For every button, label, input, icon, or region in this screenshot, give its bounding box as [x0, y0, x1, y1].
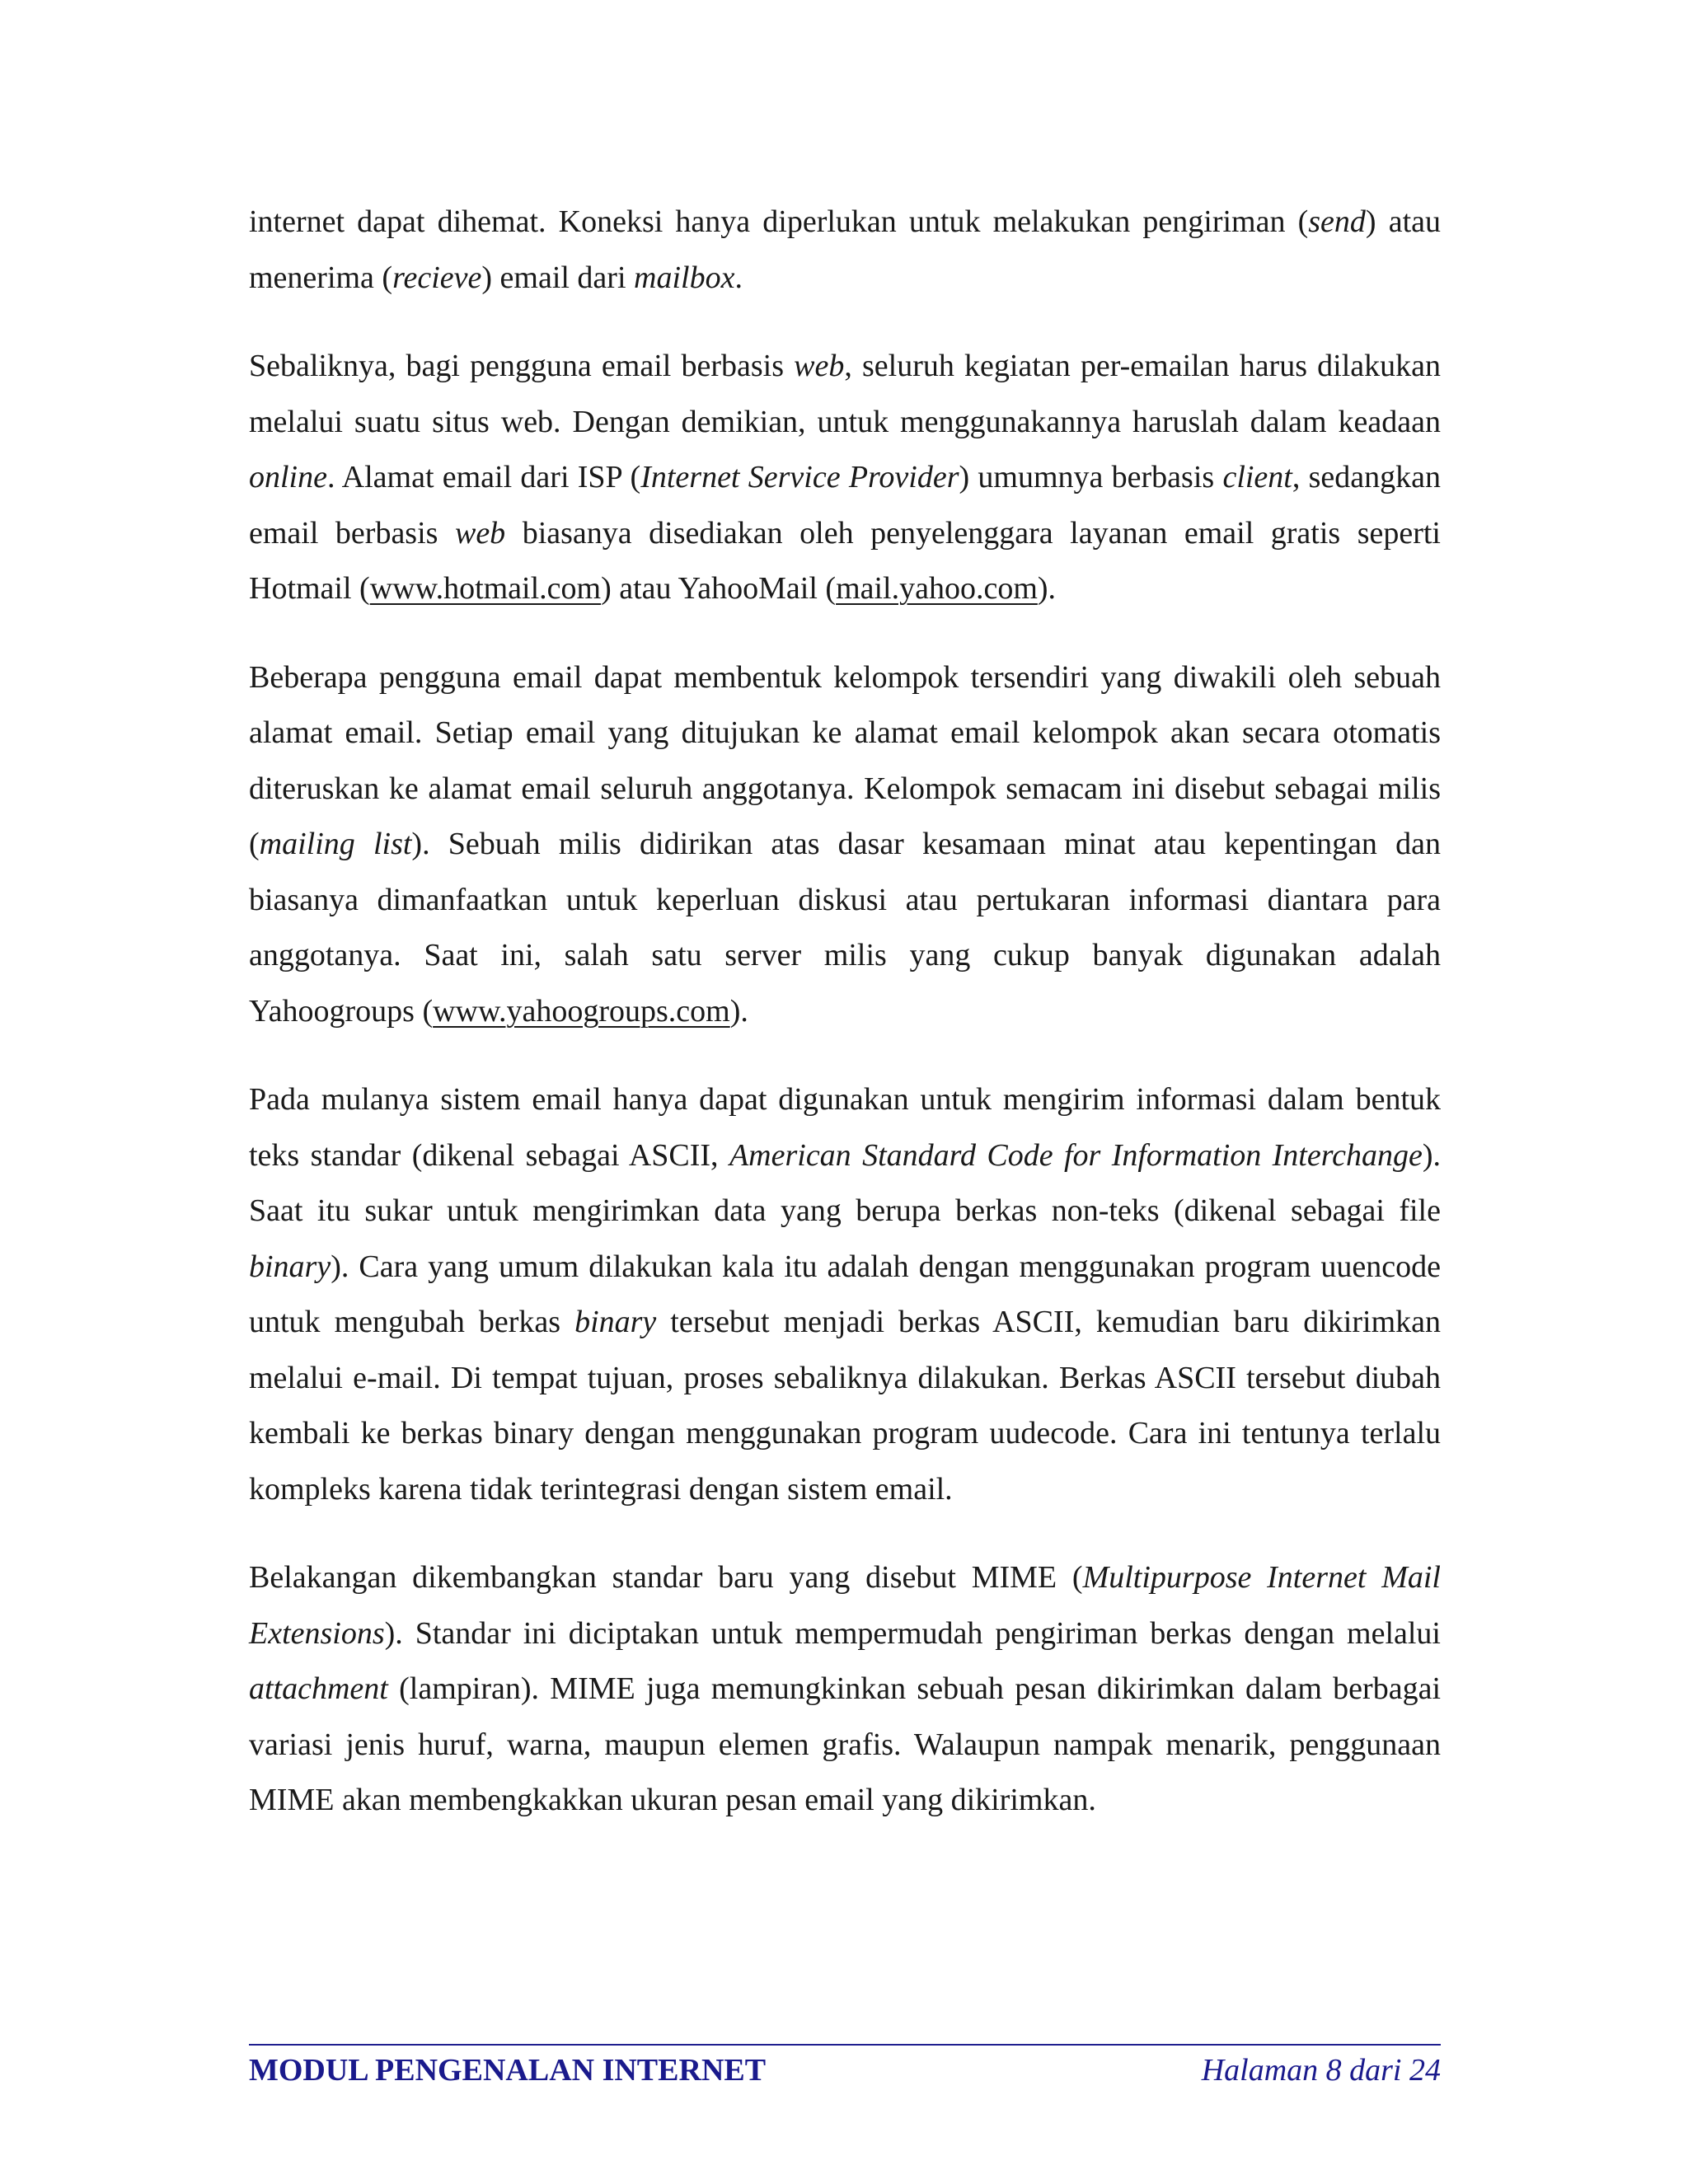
- paragraph-3: [249, 650, 1441, 1040]
- text-run: .: [734, 260, 743, 295]
- paragraph-2: [249, 339, 1441, 617]
- text-run-italic: binary: [249, 1249, 331, 1284]
- paragraph-4: [249, 1072, 1441, 1517]
- text-run: tersebut menjadi berkas ASCII, kemudian baru dikirimkan melalui e-mail. Di tempat tujuan, proses sebaliknya dilakukan. Berkas ASCII tersebut diubah kembali ke berkas binary dengan menggunakan program uudecode. Cara ini tentunya terlalu kompleks karena tidak terintegrasi dengan sistem email.: [249, 1305, 1441, 1507]
- paragraph-5: [249, 1550, 1441, 1829]
- text-run-italic: web: [454, 515, 506, 551]
- text-run: ) atau menerima (: [249, 204, 1441, 295]
- text-run: ).: [1037, 571, 1057, 606]
- text-run-italic: online: [249, 460, 327, 494]
- hotmail-link[interactable]: www.hotmail.com: [369, 571, 602, 606]
- text-run: ). Standar ini diciptakan untuk mempermudah pengiriman berkas dengan melalui: [384, 1615, 1441, 1651]
- text-run: (lampiran). MIME juga memungkinkan sebuah pesan dikirimkan dalam berbagai variasi jenis huruf, warna, maupun elemen grafis. Walaupun nampak menarik, penggunaan MIME akan membengkakkan ukuran pesan email yang dikirimkan.: [249, 1671, 1441, 1817]
- page-number: Halaman 8 dari 24: [1201, 2053, 1441, 2088]
- text-run: ). Saat itu sukar untuk mengirimkan data yang berupa berkas non-teks (dikenal sebagai file: [249, 1137, 1441, 1228]
- text-run: ) email dari: [481, 260, 635, 295]
- text-run: ). Cara yang umum dilakukan kala itu adalah dengan menggunakan program uuencode untuk mengubah berkas: [249, 1249, 1441, 1339]
- footer-title: MODUL PENGENALAN INTERNET: [249, 2053, 767, 2088]
- text-run-italic: Multipurpose Internet Mail Extensions: [249, 1560, 1441, 1651]
- text-run: Belakangan dikembangkan standar baru yang disebut MIME (: [249, 1560, 1083, 1595]
- text-run: internet dapat dihemat. Koneksi hanya diperlukan untuk melakukan pengiriman (: [249, 204, 1309, 239]
- page-footer: [249, 2044, 1441, 2088]
- text-run: , seluruh kegiatan per-emailan harus dilakukan melalui suatu situs web. Dengan demikian, untuk menggunakannya haruslah dalam keadaan: [249, 349, 1441, 439]
- text-run: ) atau YahooMail (: [601, 571, 837, 606]
- text-run-italic: Internet Service Provider: [640, 460, 959, 494]
- yahoomail-link[interactable]: mail.yahoo.com: [836, 571, 1038, 606]
- text-run: ).: [729, 993, 748, 1029]
- text-run-italic: attachment: [249, 1671, 388, 1706]
- yahoogroups-link[interactable]: www.yahoogroups.com: [433, 993, 730, 1029]
- text-run-italic: recieve: [392, 260, 482, 295]
- text-run: . Alamat email dari ISP (: [326, 460, 641, 494]
- text-run-italic: mailing list: [259, 827, 412, 861]
- paragraph-1: [249, 194, 1441, 306]
- text-run: , sedangkan email berbasis: [249, 460, 1442, 551]
- text-run: Pada mulanya sistem email hanya dapat digunakan untuk mengirim informasi dalam bentuk teks standar (dikenal sebagai ASCII,: [249, 1082, 1441, 1173]
- text-run-italic: client: [1222, 460, 1292, 494]
- document-body: [249, 194, 1441, 1862]
- text-run: Sebaliknya, bagi pengguna email berbasis: [249, 349, 795, 383]
- text-run-italic: binary: [574, 1305, 657, 1339]
- text-run: biasanya disediakan oleh penyelenggara layanan email gratis seperti Hotmail (: [249, 515, 1441, 606]
- text-run-italic: web: [794, 349, 845, 383]
- text-run-italic: American Standard Code for Information Interchange: [729, 1137, 1423, 1173]
- text-run-italic: send: [1308, 204, 1366, 239]
- text-run: Beberapa pengguna email dapat membentuk kelompok tersendiri yang diwakili oleh sebuah alamat email. Setiap email yang ditujukan ke alamat email kelompok akan secara otomatis diteruskan ke alamat email seluruh anggotanya. Kelompok semacam ini disebut sebagai milis (: [249, 659, 1441, 861]
- text-run: ) umumnya berbasis: [959, 460, 1223, 494]
- text-run-italic: mailbox: [634, 260, 735, 295]
- text-run: ). Sebuah milis didirikan atas dasar kesamaan minat atau kepentingan dan biasanya dimanfaatkan untuk keperluan diskusi atau pertukaran informasi diantara para anggotanya. Saat ini, salah satu server milis yang cukup banyak digunakan adalah Yahoogroups (: [249, 827, 1441, 1029]
